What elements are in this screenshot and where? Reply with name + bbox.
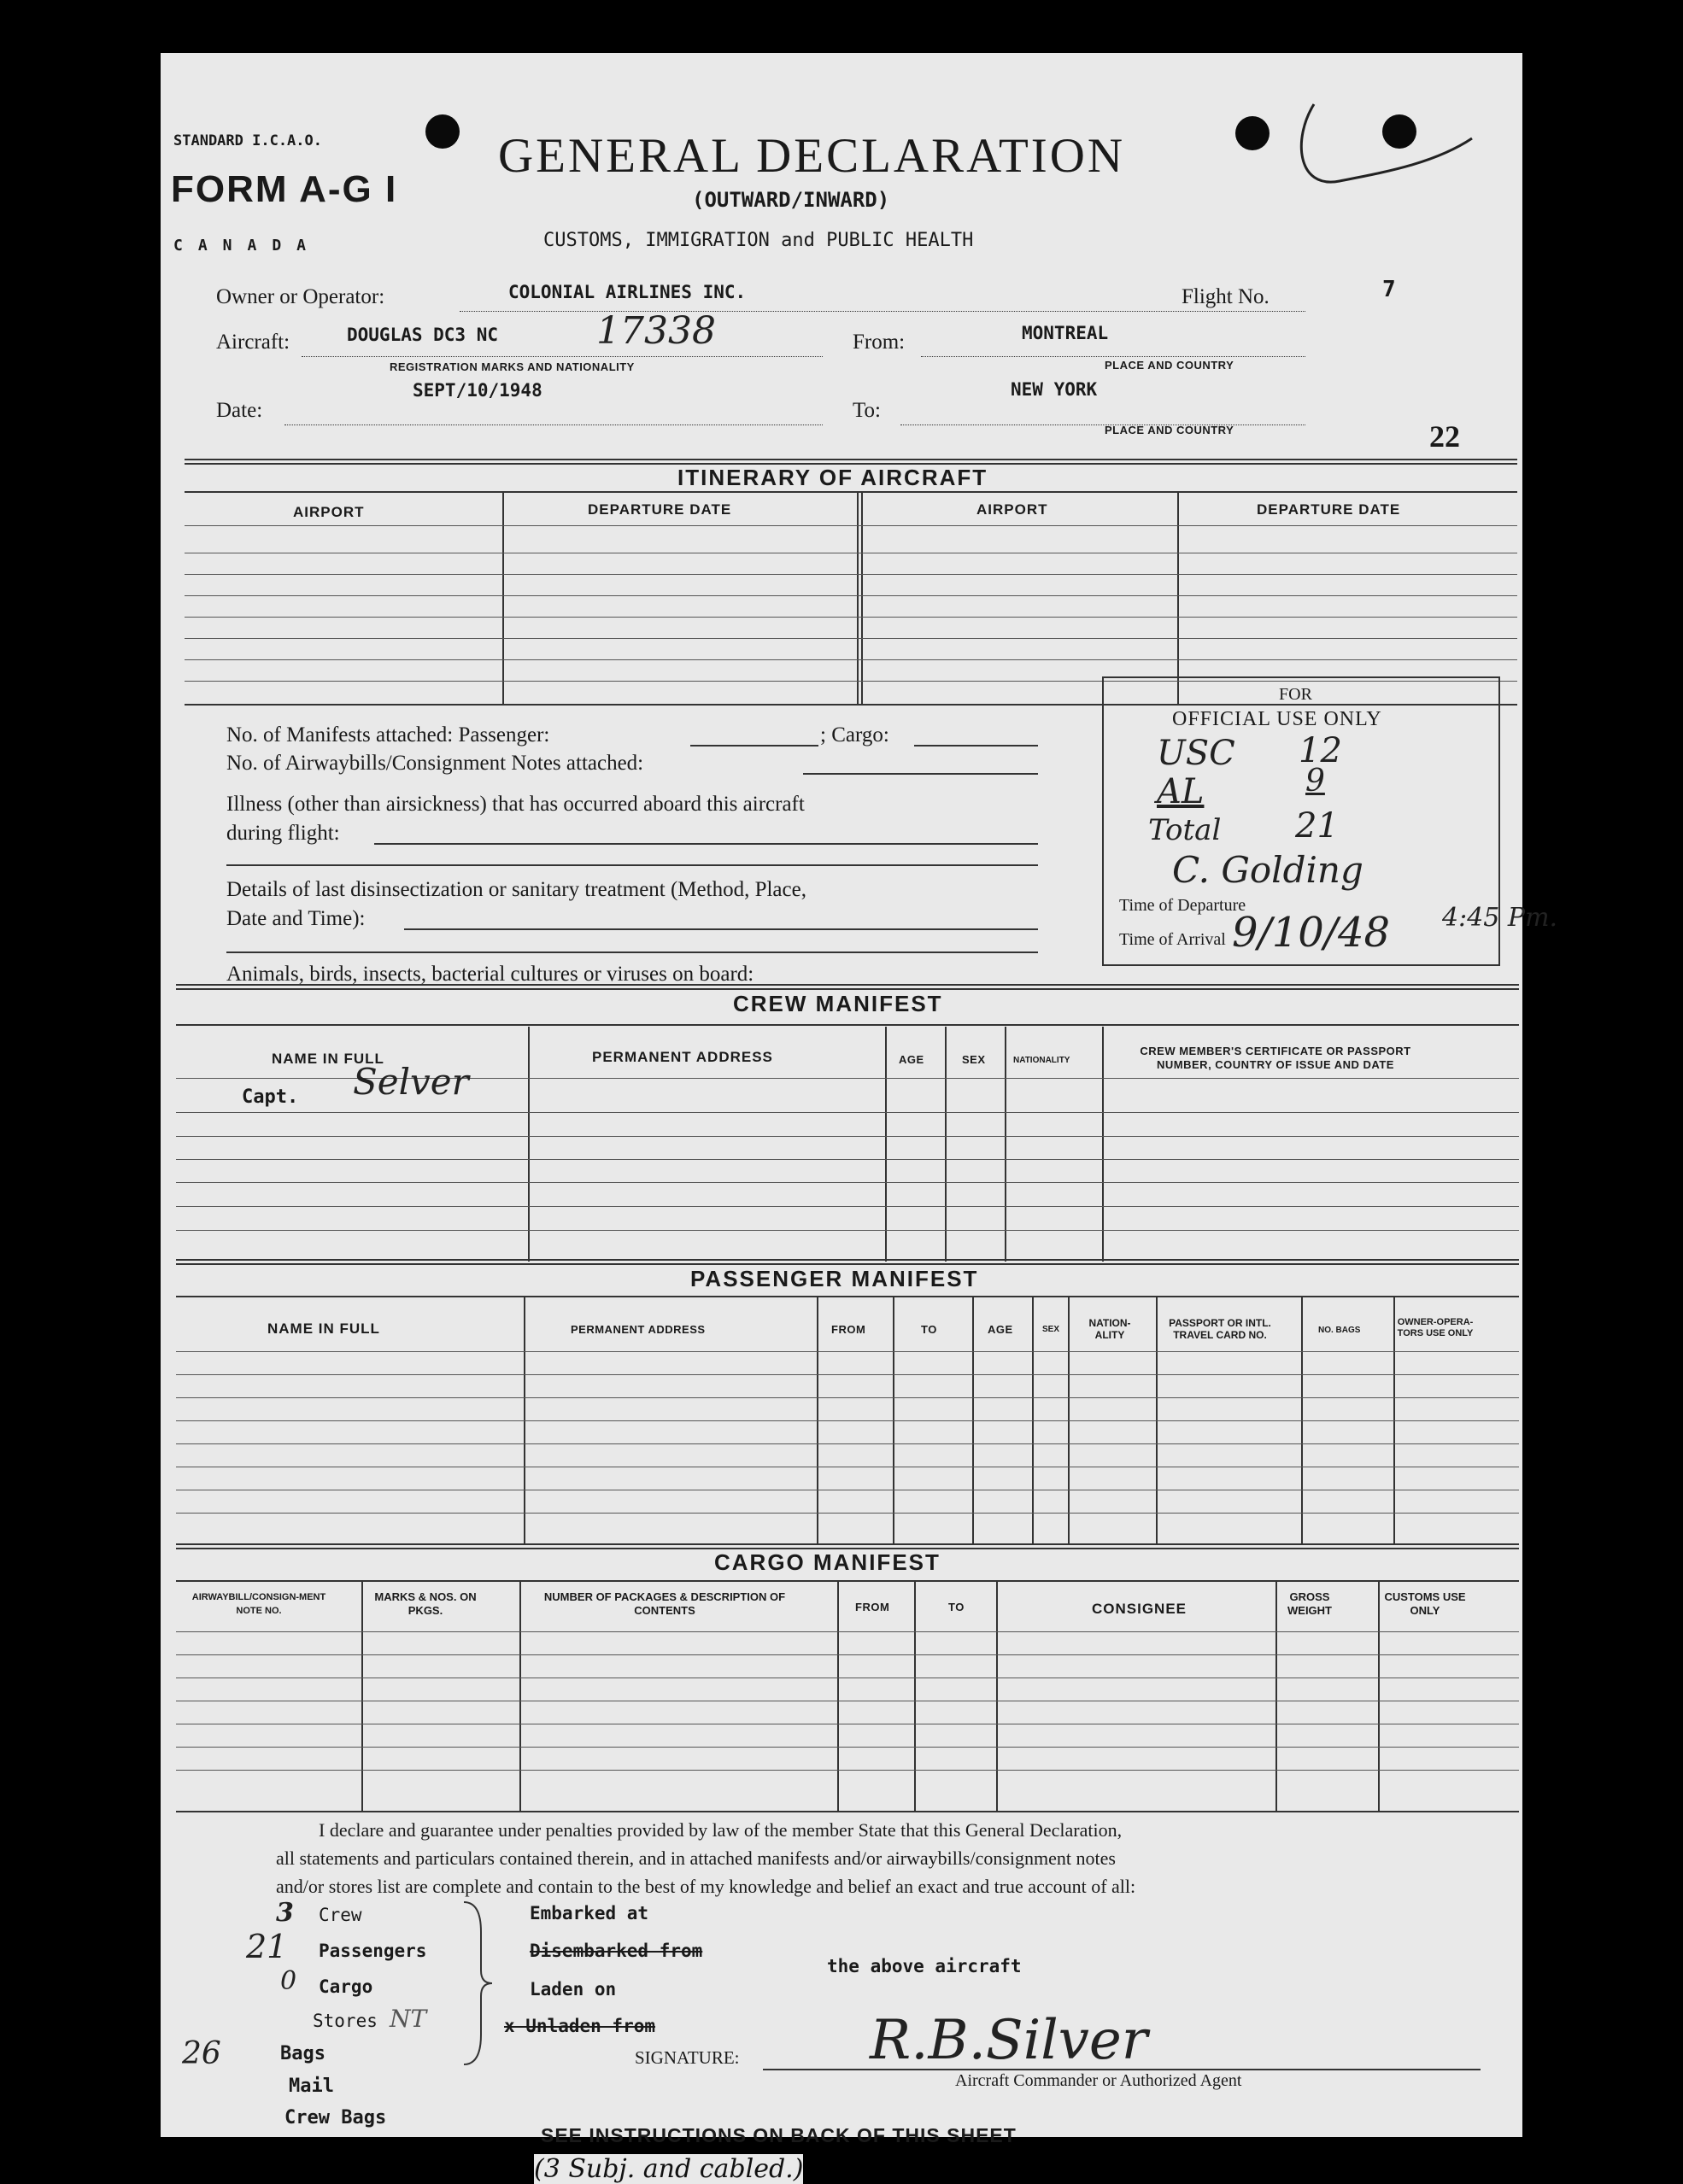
official-al-label: AL [1157, 772, 1205, 811]
cargo-bottom-rule [176, 1811, 1519, 1812]
action-unladen: x Unladen from [504, 2016, 656, 2036]
cargo-vline-1 [361, 1582, 363, 1812]
passenger-col-name: NAME IN FULL [267, 1320, 380, 1337]
punch-hole-2 [1235, 116, 1270, 150]
form-number: FORM A-G I [171, 168, 398, 210]
cargo-row-2 [176, 1654, 1519, 1655]
official-arrival-time: 4:45 Pm. [1442, 903, 1558, 933]
signature-label: SIGNATURE: [635, 2047, 740, 2068]
aircraft-label: Aircraft: [216, 331, 290, 354]
passenger-col-nationality: NATION-ALITY [1088, 1317, 1131, 1341]
from-label: From: [853, 331, 906, 354]
official-total-label: Total [1148, 813, 1222, 847]
count-stores-note: NT [390, 2005, 427, 2033]
passenger-col-from: FROM [831, 1323, 866, 1336]
passenger-row-3 [176, 1397, 1519, 1398]
signature-caption: Aircraft Commander or Authorized Agent [955, 2071, 1242, 2090]
count-crew-bags-label: Crew Bags [284, 2107, 387, 2128]
passenger-title: PASSENGER MANIFEST [690, 1266, 979, 1291]
flight-label: Flight No. [1182, 285, 1270, 308]
cargo-vline-3 [837, 1582, 839, 1812]
passenger-col-owner: OWNER-OPERA-TORS USE ONLY [1397, 1317, 1474, 1338]
count-crew-label: Crew [319, 1905, 362, 1925]
passenger-vline-5 [1032, 1297, 1034, 1545]
crew-top-rule [176, 984, 1519, 986]
page-number: 22 [1429, 419, 1460, 454]
passenger-row-4 [176, 1420, 1519, 1421]
passenger-vline-2 [817, 1297, 818, 1545]
cargo-row-7 [176, 1770, 1519, 1771]
cargo-vline-5 [996, 1582, 998, 1812]
to-place-caption: PLACE AND COUNTRY [1105, 424, 1234, 436]
disinsect-label-1: Details of last disinsectization or sanitary treatment (Method, Place, [226, 878, 806, 901]
official-usc-label: USC [1157, 734, 1235, 773]
crew-top-rule-2 [176, 988, 1519, 990]
aircraft-underline [302, 356, 823, 357]
action-embarked: Embarked at [530, 1903, 649, 1923]
itinerary-row-7 [185, 659, 1517, 660]
cargo-title: CARGO MANIFEST [714, 1549, 941, 1575]
manifests-label: No. of Manifests attached: Passenger: [226, 723, 550, 747]
action-disembarked: Disembarked from [530, 1941, 703, 1961]
registration-caption: REGISTRATION MARKS AND NATIONALITY [390, 360, 635, 373]
itinerary-row-3 [185, 574, 1517, 575]
passenger-vline-3 [893, 1297, 894, 1545]
passenger-row-2 [176, 1374, 1519, 1375]
passenger-col-age: AGE [988, 1323, 1013, 1336]
owner-value: COLONIAL AIRLINES INC. [508, 282, 747, 302]
cargo-col-airwaybill: AIRWAYBILL/CONSIGN-MENT NOTE NO. [191, 1592, 326, 1616]
passenger-col-bags: NO. BAGS [1318, 1326, 1361, 1335]
owner-label: Owner or Operator: [216, 285, 385, 308]
cargo-label: ; Cargo: [820, 723, 889, 747]
count-mail-label: Mail [289, 2076, 334, 2097]
illness-blank [374, 843, 1038, 845]
itinerary-col-airport-1: AIRPORT [293, 504, 365, 520]
illness-blank-2 [226, 864, 1038, 866]
passenger-row-8 [176, 1513, 1519, 1514]
cargo-blank [914, 745, 1038, 747]
itinerary-row-1 [185, 525, 1517, 526]
cargo-col-customs: CUSTOMS USE ONLY [1384, 1590, 1466, 1617]
action-laden: Laden on [530, 1979, 617, 2000]
crew-col-sex: SEX [962, 1053, 986, 1066]
animals-label: Animals, birds, insects, bacterial cultures or viruses on board: [226, 963, 754, 986]
cargo-vline-7 [1378, 1582, 1380, 1812]
passenger-vline-1 [524, 1297, 525, 1545]
official-departure-label: Time of Departure [1119, 896, 1246, 915]
passenger-vline-7 [1156, 1297, 1158, 1545]
count-stores-label: Stores [313, 2011, 378, 2031]
crew-row-6 [176, 1206, 1519, 1207]
passenger-vline-8 [1301, 1297, 1303, 1545]
official-use-box [1102, 676, 1500, 966]
illness-label-1: Illness (other than airsickness) that has occurred aboard this aircraft [226, 793, 805, 816]
crew-row-4 [176, 1159, 1519, 1160]
official-total-value: 21 [1295, 806, 1339, 846]
itinerary-top-rule [185, 459, 1517, 460]
passenger-col-address: PERMANENT ADDRESS [571, 1323, 706, 1336]
owner-underline [460, 311, 1305, 312]
official-signature: C. Golding [1172, 849, 1363, 891]
cargo-row-6 [176, 1747, 1519, 1748]
cargo-vline-6 [1275, 1582, 1277, 1812]
to-label: To: [853, 399, 881, 422]
aircraft-registration: 17338 [596, 309, 716, 353]
passenger-top-rule-2 [176, 1263, 1519, 1265]
passenger-vline-6 [1068, 1297, 1070, 1545]
cargo-col-consignee: CONSIGNEE [1092, 1601, 1187, 1617]
pencil-stroke-icon [1288, 87, 1476, 207]
crew-vline-1 [528, 1027, 530, 1262]
punch-hole-1 [425, 114, 460, 149]
from-value: MONTREAL [1022, 323, 1109, 343]
to-value: NEW YORK [1011, 379, 1098, 400]
official-title: OFFICIAL USE ONLY [1172, 708, 1382, 730]
official-arrival-label: Time of Arrival [1119, 930, 1226, 949]
crew-vline-3 [945, 1027, 947, 1262]
footer-instructions: SEE INSTRUCTIONS ON BACK OF THIS SHEET [541, 2124, 1017, 2146]
date-label: Date: [216, 399, 263, 422]
action-above-aircraft: the above aircraft [827, 1956, 1022, 1976]
official-usc-value: 12 [1299, 731, 1342, 770]
from-place-caption: PLACE AND COUNTRY [1105, 359, 1234, 372]
passenger-vline-9 [1393, 1297, 1395, 1545]
crew-title-rule [176, 1024, 1519, 1026]
crew-col-age: AGE [899, 1053, 924, 1066]
standard-label: STANDARD I.C.A.O. [173, 132, 322, 149]
declaration-line-2: all statements and particulars contained therein, and in attached manifests and/or airwaybills/consignment notes [276, 1847, 1116, 1869]
itinerary-col-airport-2: AIRPORT [976, 501, 1048, 518]
itinerary-row-6 [185, 638, 1517, 639]
passenger-row-5 [176, 1443, 1519, 1444]
count-cargo-number: 0 [280, 1966, 297, 1996]
count-bags-number: 26 [182, 2036, 221, 2071]
form-subtitle: (OUTWARD/INWARD) [692, 188, 890, 212]
itinerary-title: ITINERARY OF AIRCRAFT [677, 465, 988, 490]
footer-handwritten-note: (3 Subj. and cabled.) [534, 2154, 804, 2184]
passenger-row-1 [176, 1351, 1519, 1352]
airwaybills-blank [803, 773, 1038, 775]
count-cargo-label: Cargo [319, 1976, 373, 1997]
cargo-col-marks: MARKS & NOS. ON PKGS. [374, 1590, 477, 1617]
cargo-row-1 [176, 1631, 1519, 1632]
declaration-line-1: I declare and guarantee under penalties provided by law of the member State that this General Declaration, [319, 1819, 1123, 1841]
count-crew-number: 3 [276, 1898, 294, 1928]
passenger-col-sex: SEX [1042, 1325, 1060, 1334]
flight-value: 7 [1382, 277, 1396, 302]
declaration-sheet [161, 53, 1558, 2146]
cargo-title-rule [176, 1580, 1519, 1582]
official-for: FOR [1279, 685, 1312, 704]
crew-row-3 [176, 1136, 1519, 1137]
passenger-col-to: TO [921, 1323, 937, 1336]
crew-row1-title: Capt. [242, 1086, 299, 1108]
count-passengers-label: Passengers [319, 1941, 427, 1961]
passenger-blank [690, 745, 818, 747]
cargo-top-rule [176, 1543, 1519, 1545]
disinsect-label-2: Date and Time): [226, 907, 366, 930]
crew-row-5 [176, 1182, 1519, 1183]
itinerary-col-departure-2: DEPARTURE DATE [1257, 501, 1401, 518]
crew-col-certificate: CREW MEMBER'S CERTIFICATE OR PASSPORT NUMBER, COUNTRY OF ISSUE AND DATE [1140, 1045, 1411, 1071]
itinerary-col-departure-1: DEPARTURE DATE [588, 501, 732, 518]
crew-row-2 [176, 1112, 1519, 1113]
itinerary-title-rule [185, 491, 1517, 493]
from-underline [921, 356, 1305, 357]
disinsect-blank [404, 928, 1038, 930]
declaration-line-3: and/or stores list are complete and contain to the best of my knowledge and belief an exact and true account of all: [276, 1876, 1136, 1897]
cargo-col-packages: NUMBER OF PACKAGES & DESCRIPTION OF CONTENTS [543, 1590, 786, 1617]
signature-scribble: R.B.Silver [870, 2009, 1148, 2072]
crew-col-address: PERMANENT ADDRESS [592, 1049, 773, 1065]
crew-col-nationality: NATIONALITY [1013, 1056, 1070, 1065]
date-value: SEPT/10/1948 [413, 380, 542, 401]
cargo-col-weight: GROSS WEIGHT [1287, 1590, 1332, 1617]
passenger-top-rule [176, 1259, 1519, 1261]
count-passengers-number: 21 [246, 1928, 288, 1965]
passenger-col-passport: PASSPORT OR INTL. TRAVEL CARD NO. [1169, 1317, 1271, 1341]
passenger-title-rule [176, 1296, 1519, 1297]
crew-row1-name: Selver [353, 1061, 469, 1103]
form-title: GENERAL DECLARATION [498, 129, 1126, 183]
itinerary-row-5 [185, 617, 1517, 618]
itinerary-row-4 [185, 595, 1517, 596]
official-arrival-date: 9/10/48 [1232, 909, 1391, 957]
disinsect-blank-2 [226, 951, 1038, 953]
aircraft-value: DOUGLAS DC3 NC [347, 325, 499, 345]
crew-vline-2 [885, 1027, 887, 1262]
crew-vline-5 [1102, 1027, 1104, 1262]
crew-title: CREW MANIFEST [733, 991, 943, 1016]
official-al-value: 9 [1305, 764, 1325, 799]
crew-col-name: NAME IN FULL [272, 1051, 384, 1067]
country-label: CANADA [173, 237, 322, 255]
passenger-vline-4 [972, 1297, 974, 1545]
cargo-vline-2 [519, 1582, 521, 1812]
crew-row-7 [176, 1230, 1519, 1231]
cargo-col-from: FROM [855, 1601, 890, 1613]
form-scope: CUSTOMS, IMMIGRATION and PUBLIC HEALTH [543, 230, 974, 251]
illness-label-2: during flight: [226, 822, 340, 845]
count-bags-label: Bags [280, 2043, 325, 2064]
airwaybills-label: No. of Airwaybills/Consignment Notes attached: [226, 752, 644, 775]
cargo-col-to: TO [948, 1601, 965, 1613]
crew-vline-4 [1005, 1027, 1006, 1262]
brace-icon [460, 1898, 494, 2069]
cargo-vline-4 [914, 1582, 916, 1812]
